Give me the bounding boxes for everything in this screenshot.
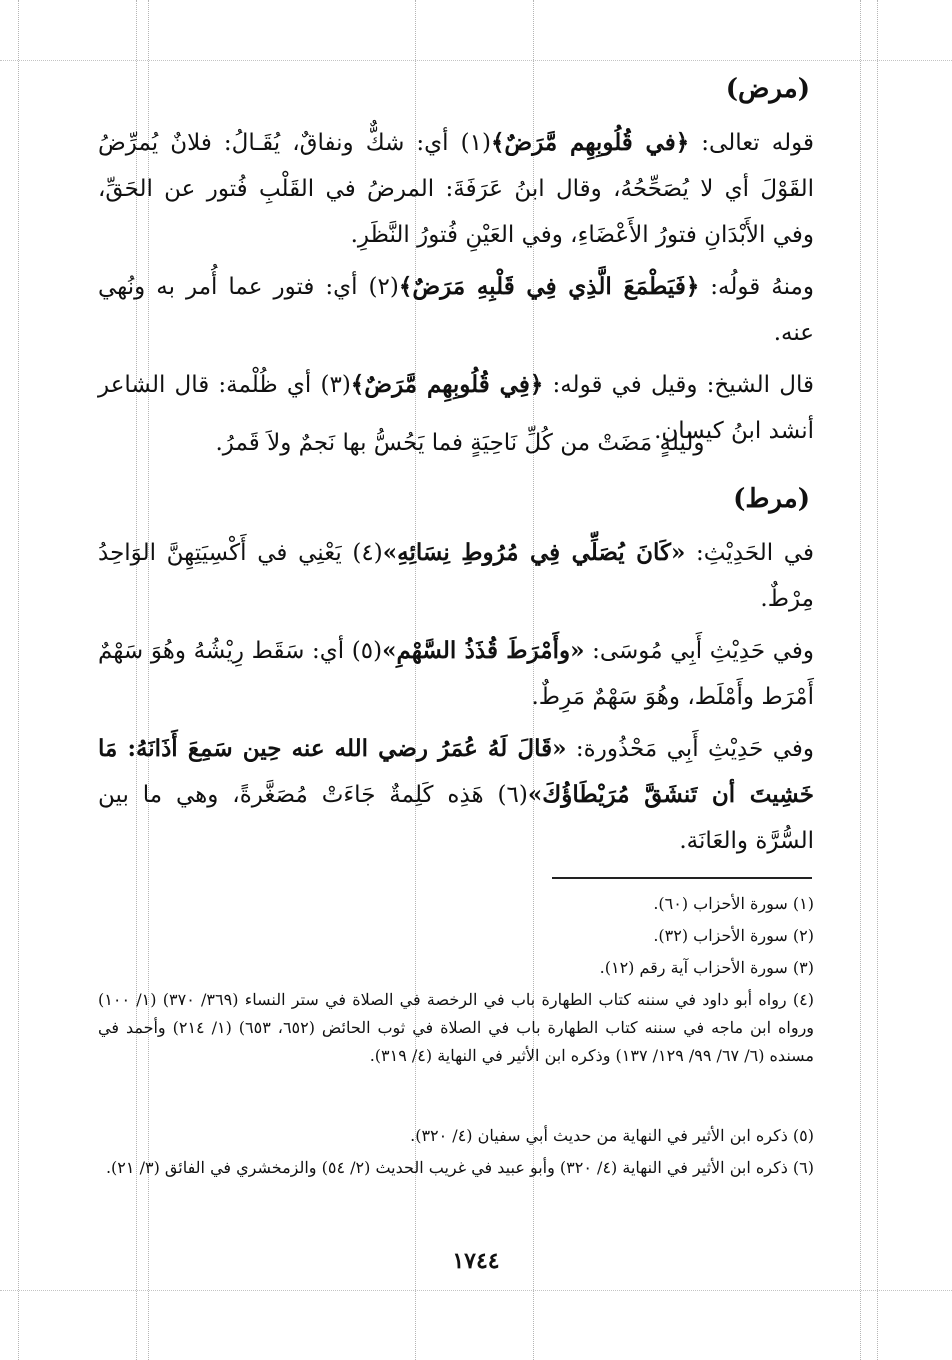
- footnote-4: (٤) رواه أبو داود في سننه كتاب الطهارة باب في الرخصة في الصلاة في ستر النساء (٣٦٩/ ٣٧٠) (١/ ١٠٠) ورواه ابن ماجه في سننه كتاب الطهارة باب في الصلاة في ثوب الحائض (٦٥٢، ٦٥٣) (١/ ٢١٤) وأحمد في مسنده (٦/ ٦٧/ ٩٩/ ١٢٩/ ١٣٧) وذكره ابن الأثير في النهاية (٤/ ٣١٩).: [98, 990, 815, 1065]
- body-text-block-2: [98, 530, 814, 864]
- scan-guide-line: [877, 0, 878, 1360]
- paragraph-intro: في الحَدِيْثِ:: [685, 540, 814, 566]
- paragraph-body: (٣) أي ظُلْمة: قال الشاعر أنشد ابنُ كيسان.: [98, 372, 814, 444]
- paragraph-body: (٦) هَذِه كَلِمةٌ جَاءَتْ مُصَغَّرةً، وهي ما بين السُّرَّة والعَانَة.: [98, 782, 814, 854]
- hadith-quote: «كَانَ يُصَلِّي فِي مُرُوطِ نِسَائِهِ»: [382, 539, 686, 566]
- footnote-5: (٥) ذكره ابن الأثير في النهاية من حديث أبي سفيان (٤/ ٣٢٠).: [410, 1126, 814, 1145]
- paragraph-intro: قال الشيخ: وقيل في قوله:: [543, 372, 814, 398]
- paragraph-body: (٢) أي: فتور عما أُمر به ونُهي عنه.: [98, 274, 814, 346]
- hadith-quote: «قَالَ لَهُ عُمَرُ رضي الله عنه حِين سَمِعَ أَذَانَهُ: مَا خَشِيتَ أن تَنشَقَّ مُرَيْطَاؤُكَ»: [98, 735, 814, 808]
- scan-guide-line: [0, 60, 952, 61]
- body-text-block-1: [98, 120, 814, 454]
- section-heading-marad: (مرض): [725, 74, 810, 104]
- footnote-separator: [552, 877, 812, 879]
- paragraph-body: (١) أي: شكٌّ ونفاقٌ، يُقَـالُ: فلانٌ يُمرِّضُ القَوْلَ أي لا يُصَحِّحُهُ، وقال ابنُ عَرَفَةَ: المرضُ في القَلْبِ فُتور عن الحَقِّ، وفي الأَبْدَانِ فتورُ الأَعْضَاءِ، وفي العَيْنِ فُتورُ النَّظَرِ.: [98, 130, 814, 248]
- quran-quote: ﴿فَيَطْمَعَ الَّذِي فِي قَلْبِهِ مَرَضٌ﴾: [398, 273, 700, 300]
- paragraph-intro: وفي حَدِيْثِ أَبِي مَحْذُورة:: [566, 736, 814, 762]
- poetry-verse: وليلةٍ مَضَتْ من كُلِّ نَاحِيَةٍ فما يَحُسُّ بها نَجمٌ ولاَ قَمرُ.: [215, 430, 705, 456]
- paragraph-intro: وفي حَدِيْثِ أَبِي مُوسَى:: [584, 638, 814, 664]
- footnote-6: (٦) ذكره ابن الأثير في النهاية (٤/ ٣٢٠) وأبو عبيد في غريب الحديث (٢/ ٥٤) والزمخشري في الفائق (٣/ ٢١).: [105, 1158, 814, 1177]
- paragraph-4: [98, 530, 814, 622]
- page-number: ١٧٤٤: [452, 1248, 500, 1274]
- quran-quote: ﴿فِي قُلُوبِهِم مَّرَضٌ﴾: [350, 371, 544, 398]
- paragraph-body: (٥) أي: سَقَط رِيْشُهُ وهُوَ سَهْمٌ أَمْرَط وأَمْلَط، وهُوَ سَهْمٌ مَرِطٌ.: [98, 638, 814, 710]
- paragraph-1: [98, 120, 814, 258]
- footnote-2: (٢) سورة الأحزاب (٣٢).: [653, 926, 814, 945]
- paragraph-intro: قوله تعالى:: [689, 130, 814, 156]
- footnote-1: (١) سورة الأحزاب (٦٠).: [653, 894, 814, 913]
- quran-quote: ﴿في قُلُوبِهِم مَّرَضٌ﴾: [490, 129, 690, 156]
- paragraph-2: [98, 264, 814, 356]
- hadith-quote: «وأَمْرَطَ قُذَذُ السَّهْمِ»: [382, 637, 585, 664]
- paragraph-intro: ومنهُ قولُه:: [699, 274, 814, 300]
- paragraph-6: [98, 726, 814, 864]
- footnote-3: (٣) سورة الأحزاب آية رقم (١٢).: [599, 958, 814, 977]
- paragraph-body: (٤) يَعْنِي في أَكْسِيَتِهِنَّ الوَاحِدُ مِرْطٌ.: [98, 540, 814, 612]
- paragraph-5: [98, 628, 814, 720]
- scan-guide-line: [18, 0, 19, 1360]
- scan-guide-line: [860, 0, 861, 1360]
- section-heading-marat: (مرط): [733, 484, 810, 514]
- scan-guide-line: [0, 1290, 952, 1291]
